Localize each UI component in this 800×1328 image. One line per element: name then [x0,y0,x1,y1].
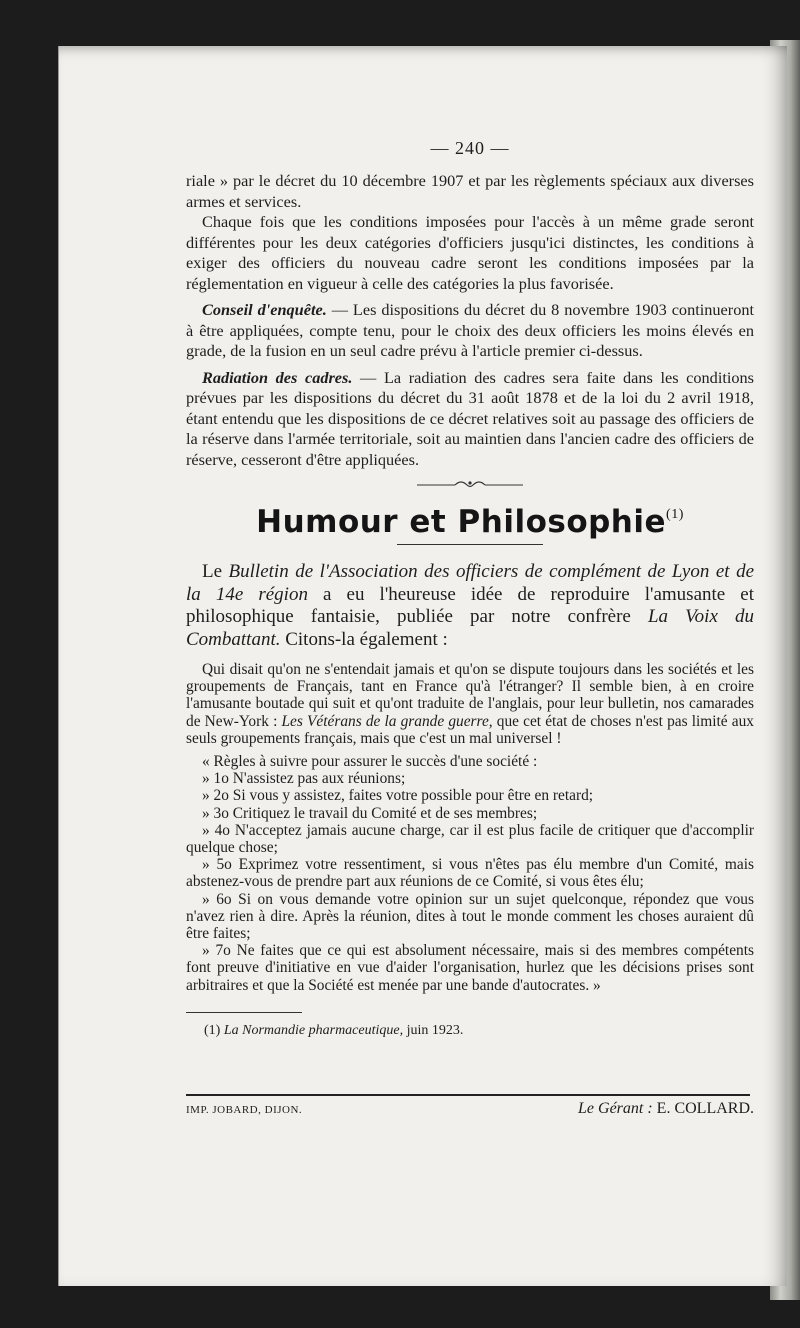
rule-item-7: » 7o Ne faites que ce qui est absolument nécessaire, mais si des membres compétents font preuve d'initiative en vue d'aider l'organisation, hurlez que les décisions prises sont arbitraires et que la Société est menée par une bande d'autocrates. » [186,942,754,994]
title-underline [397,544,543,545]
footnote-date: juin 1923. [403,1022,464,1038]
footnote-source: La Normandie pharmaceutique, [223,1022,404,1038]
page-number: — 240 — [430,138,510,158]
rule-item-2: » 2o Si vous y assistez, faites votre possible pour être en retard; [202,787,594,805]
lead-journal-title: La Voix du Combattant. [186,606,754,650]
printer-imprint: IMP. JOBARD, DIJON. [186,1104,303,1116]
radiation-text: — La radiation des cadres sera faite dans les conditions prévues par les dispositions du décret du 31 août 1878 et de la loi du 2 avril 1918, étant entendu que les dispositions de ce décret relatives soit au passage des officiers de la réserve dans l'armée territoriale, soit au maintien dans l'ancien cadre des officiers de réserve, cesseront d'être appliquées. [186,367,755,469]
lead-text-3: Citons-la également : [280,628,448,650]
gerant-name: E. COLLARD. [652,1100,754,1117]
intro-text-1: Qui disait qu'on ne s'entendait jamais et qu'on se dispute toujours dans les sociétés et les groupements de Français, tant en France qu'à l'étranger? Il semble bien, à en croire l'amusante boutade qui suit et qu'ont traduite de l'anglais, pour leur bulletin, nos camarades de New-York : [186,661,754,730]
lead-text-2: a eu l'heureuse idée de reproduire l'amusante et philosophique fantaisie, publiée par notre confrère [186,583,754,627]
article-lead [186,561,754,651]
rule-item-4: » 4o N'acceptez jamais aucune charge, car il est plus facile de critiquer que d'accomplir quelque chose; [186,821,754,857]
footnote-separator [186,1012,302,1013]
lead-text-1: Le [202,561,229,582]
footnote [204,1023,754,1039]
paragraph-conseil-enquete [186,300,754,362]
paragraph-radiation [186,368,754,471]
article-intro [186,661,754,747]
paragraph-conditions: Chaque fois que les conditions imposées pour l'accès à un même grade seront différentes pour les deux catégories d'officiers jusqu'ici distinctes, les conditions à exiger des officiers du nouveau cadre seront les conditions imposées par la réglementation en vigueur à celle des catégories la plus favorisée. [186,212,754,293]
rule-item-5: » 5o Exprimez votre ressentiment, si vous n'êtes pas élu membre d'un Comité, mais abstenez-vous de prendre part aux réunions de ce Comité, si vous êtes élu; [186,856,754,891]
lead-bulletin-title: Bulletin de l'Association des officiers de complément de Lyon et de la 14e région [186,561,754,605]
article-title-text: Humour et Philosophie [256,504,667,540]
manager-signature-line [578,1100,754,1118]
page-content [186,138,754,1039]
rule-item-6: » 6o Si on vous demande votre opinion sur un sujet quelconque, répondez que vous n'avez rien à dire. Après la réunion, dites à tout le monde comment les choses auraient dû être faites; [186,890,754,943]
gerant-label: Le Gérant : [578,1100,653,1117]
subheading-radiation: Radiation des cadres. [202,367,353,387]
conseil-text: — Les dispositions du décret du 8 novembre 1903 continueront à être appliquées, compte tenu, pour le choix des deux officiers les moins élevés en grade, de la fusion en un seul cadre prévu à l'article premier ci-dessus. [186,300,754,360]
rules-heading: « Règles à suivre pour assurer le succès d'une société : [202,753,538,771]
paragraph-continuation: riale » par le décret du 10 décembre 1907 et par les règlements spéciaux aux diverses armes et services. [186,171,754,211]
footer-rule [186,1094,750,1096]
rule-item-1: » 1o N'assistez pas aux réunions; [202,770,406,788]
page-footer [186,1100,754,1118]
ornament-divider-icon [415,478,525,490]
article-title-block [186,504,754,540]
rule-item-3: » 3o Critiquez le travail du Comité et de ses membres; [202,804,538,822]
intro-text-2: que cet état de choses n'est pas limité aux seuls groupements français, mais que c'est un mal universel ! [186,712,754,747]
intro-veterans-title: Les Vétérans de la grande guerre, [281,712,493,730]
article-title [256,504,684,540]
subheading-conseil: Conseil d'enquête. [202,300,327,319]
footnote-number: (1) [204,1022,224,1038]
title-footnote-ref: (1) [666,507,684,522]
